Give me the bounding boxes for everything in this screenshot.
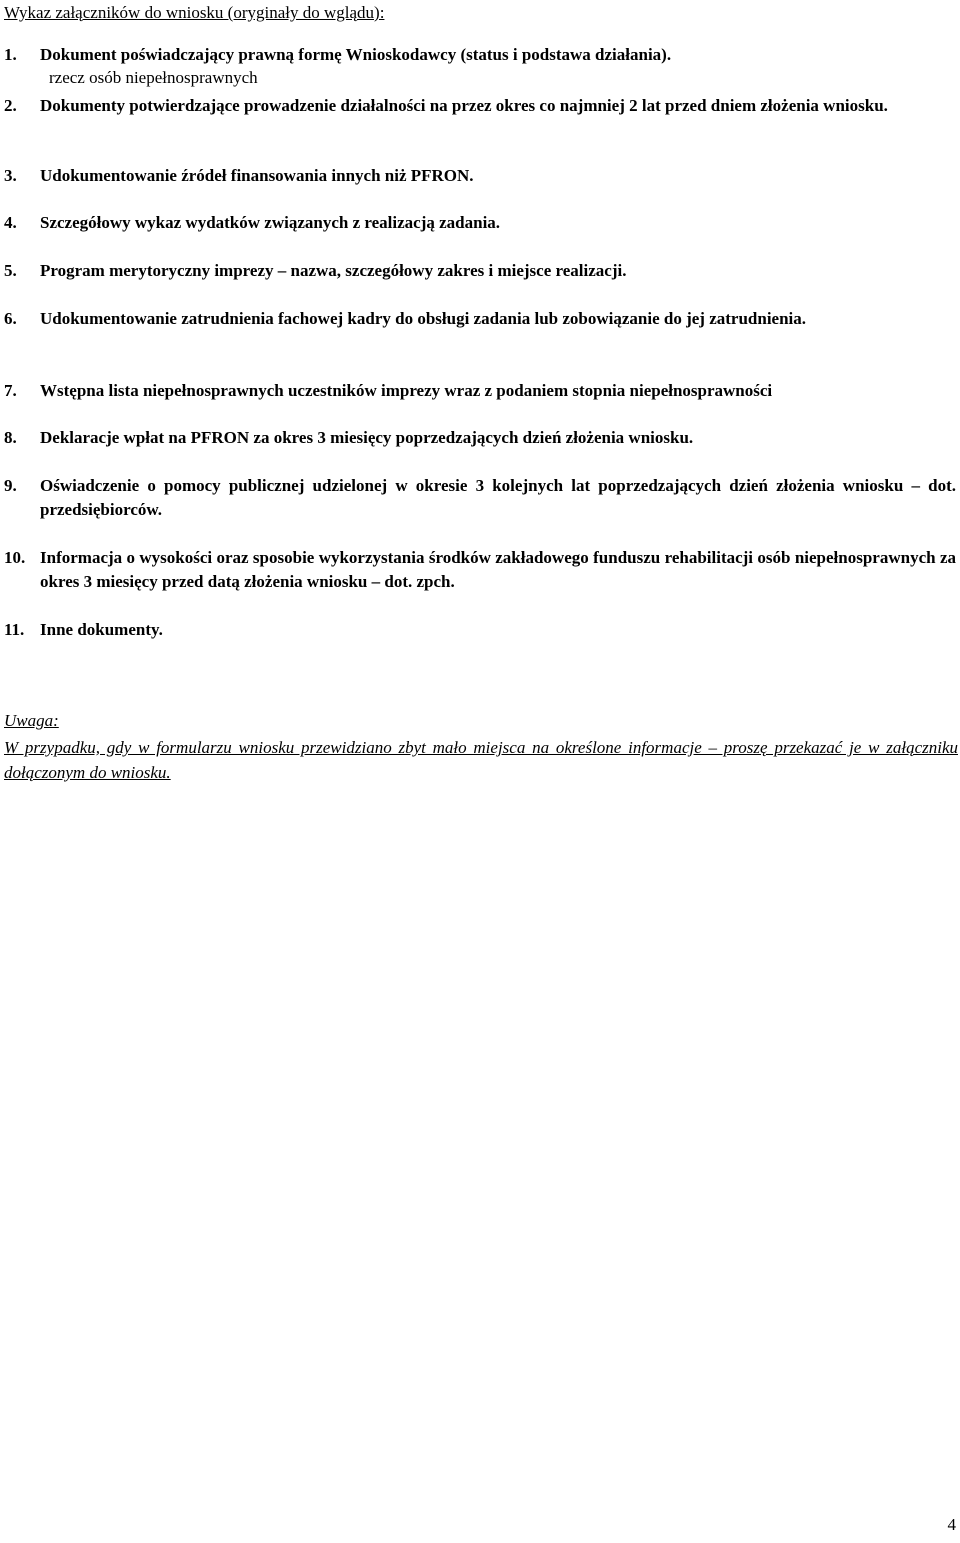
- list-item-number: 8.: [4, 428, 17, 447]
- list-item-number: 2.: [4, 96, 17, 115]
- list-item-text: Dokument poświadczający prawną formę Wnioskodawcy (status i podstawa działania).: [40, 45, 672, 64]
- list-item-5: [4, 259, 956, 283]
- list-item-8: [4, 426, 956, 450]
- list-item-number: 3.: [4, 166, 17, 185]
- list-item-1: [4, 43, 956, 67]
- list-item-9: [4, 474, 956, 522]
- list-item-text: Deklaracje wpłat na PFRON za okres 3 miesięcy poprzedzających dzień złożenia wniosku.: [40, 428, 694, 447]
- list-item-number: 1.: [4, 45, 17, 64]
- list-item-4: [4, 211, 956, 235]
- list-item-text: Udokumentowanie zatrudnienia fachowej kadry do obsługi zadania lub zobowiązanie do jej zatrudnienia.: [40, 309, 807, 328]
- list-item-text: Program merytoryczny imprezy – nazwa, szczegółowy zakres i miejsce realizacji.: [40, 261, 627, 280]
- list-subtext: rzecz osób niepełnosprawnych: [49, 68, 258, 87]
- list-item-number: 5.: [4, 261, 17, 280]
- note-title: Uwaga:: [4, 711, 59, 730]
- list-item-text: Szczegółowy wykaz wydatków związanych z realizacją zadania.: [40, 213, 501, 232]
- list-item-text: Informacja o wysokości oraz sposobie wykorzystania środków zakładowego funduszu rehabilitacji osób niepełnosprawnych za okres 3 miesięcy przed datą złożenia wniosku – dot. zpch.: [40, 548, 956, 591]
- list-item-text: Udokumentowanie źródeł finansowania innych niż PFRON.: [40, 166, 474, 185]
- list-item-text: Dokumenty potwierdzające prowadzenie działalności na przez okres co najmniej 2 lat przed dniem złożenia wniosku.: [40, 96, 888, 115]
- page-number: 4: [947, 1515, 956, 1534]
- list-item-text: Inne dokumenty.: [40, 620, 163, 639]
- list-item-11: [4, 618, 956, 642]
- list-item-6: [4, 307, 956, 331]
- list-item-text: Wstępna lista niepełnosprawnych uczestników imprezy wraz z podaniem stopnia niepełnosprawności: [40, 381, 773, 400]
- list-item-2: [4, 94, 956, 118]
- list-item-number: 10.: [4, 548, 26, 567]
- list-item-number: 11.: [4, 620, 25, 639]
- list-item-number: 4.: [4, 213, 17, 232]
- attachments-heading: Wykaz załączników do wniosku (oryginały do wglądu):: [4, 3, 385, 22]
- list-item-text: Oświadczenie o pomocy publicznej udzielonej w okresie 3 kolejnych lat poprzedzających dzień złożenia wniosku – dot. przedsiębiorców.: [40, 476, 956, 519]
- list-item-7: [4, 379, 956, 403]
- list-item-number: 6.: [4, 309, 17, 328]
- list-item-3: [4, 164, 956, 188]
- list-item-number: 9.: [4, 476, 17, 495]
- list-item-10: [4, 546, 956, 594]
- note-text: W przypadku, gdy w formularzu wniosku przewidziano zbyt mało miejsca na określone informacje – proszę przekazać je w załączniku dołączonym do wniosku.: [4, 738, 958, 782]
- list-item-number: 7.: [4, 381, 17, 400]
